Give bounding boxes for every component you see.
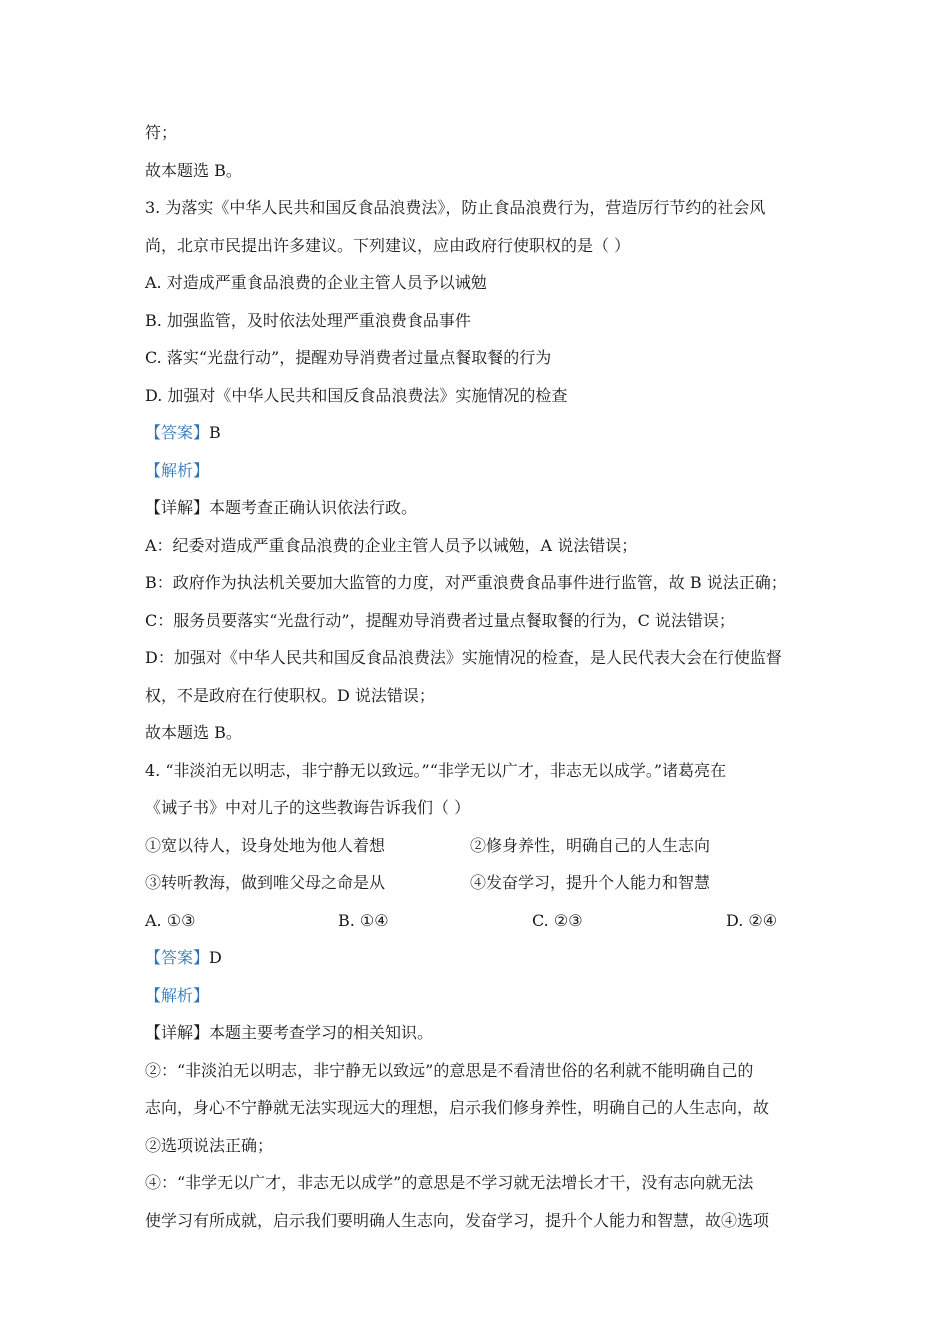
- text-line: 符；: [145, 123, 178, 142]
- question-3-stem-cont: 尚，北京市民提出许多建议。下列建议，应由政府行使职权的是（ ）: [145, 236, 631, 255]
- answer-tag: 【答案】: [145, 423, 210, 442]
- choice-b: B. ①④: [338, 911, 389, 930]
- detail-line: 【详解】本题考查正确认识依法行政。: [145, 498, 418, 517]
- explanation-d-cont: 权，不是政府在行使职权。D 说法错误；: [145, 686, 435, 705]
- option-b: B. 加强监管，及时依法处理严重浪费食品事件: [145, 311, 471, 330]
- answer-tag: 【答案】: [145, 948, 210, 967]
- statement-4: ④发奋学习，提升个人能力和智慧: [470, 873, 711, 892]
- answer-value: D: [209, 948, 222, 967]
- statement-3: ③转听教海，做到唯父母之命是从: [145, 873, 386, 892]
- text-line: 故本题选 B。: [145, 161, 242, 180]
- explanation-c: C：服务员要落实“光盘行动”，提醒劝导消费者过量点餐取餐的行为，C 说法错误；: [145, 611, 735, 630]
- explanation-2-cont: 志向，身心不宁静就无法实现远大的理想，启示我们修身养性，明确自己的人生志向，故: [145, 1098, 770, 1117]
- explanation-a: A：纪委对造成严重食品浪费的企业主管人员予以诫勉，A 说法错误；: [145, 536, 638, 555]
- option-d: D. 加强对《中华人民共和国反食品浪费法》实施情况的检查: [145, 386, 568, 405]
- analysis-tag: 【解析】: [145, 986, 210, 1005]
- answer-value: B: [209, 423, 221, 442]
- answer-line: [145, 948, 222, 968]
- conclusion-line: 故本题选 B。: [145, 723, 242, 742]
- explanation-2: ②：“非淡泊无以明志，非宁静无以致远”的意思是不看清世俗的名利就不能明确自己的: [145, 1061, 754, 1080]
- question-3-stem: 3. 为落实《中华人民共和国反食品浪费法》，防止食品浪费行为，营造厉行节约的社会风: [145, 198, 766, 217]
- explanation-4-cont: 使学习有所成就，启示我们要明确人生志向，发奋学习，提升个人能力和智慧，故④选项: [145, 1211, 770, 1230]
- answer-line: [145, 423, 221, 443]
- analysis-tag: 【解析】: [145, 461, 210, 480]
- explanation-b: B：政府作为执法机关要加大监管的力度，对严重浪费食品事件进行监管，故 B 说法正确；: [145, 573, 787, 592]
- statement-1: ①宽以待人，设身处地为他人着想: [145, 836, 386, 855]
- choice-a: A. ①③: [145, 911, 196, 930]
- choice-d: D. ②④: [726, 911, 778, 930]
- choice-c: C. ②③: [532, 911, 583, 930]
- explanation-4: ④：“非学无以广才，非志无以成学”的意思是不学习就无法增长才干，没有志向就无法: [145, 1173, 754, 1192]
- explanation-d: D：加强对《中华人民共和国反食品浪费法》实施情况的检查，是人民代表大会在行使监督: [145, 648, 782, 667]
- statement-2: ②修身养性，明确自己的人生志向: [470, 836, 711, 855]
- option-c: C. 落实“光盘行动”，提醒劝导消费者过量点餐取餐的行为: [145, 348, 552, 367]
- detail-line: 【详解】本题主要考查学习的相关知识。: [145, 1023, 434, 1042]
- option-a: A. 对造成严重食品浪费的企业主管人员予以诫勉: [145, 273, 487, 292]
- question-4-stem: 4. “非淡泊无以明志，非宁静无以致远。”“非学无以广才，非志无以成学。”诸葛亮在: [145, 761, 727, 780]
- explanation-2-end: ②选项说法正确；: [145, 1136, 274, 1155]
- question-4-stem-cont: 《诫子书》中对儿子的这些教诲告诉我们（ ）: [145, 798, 471, 817]
